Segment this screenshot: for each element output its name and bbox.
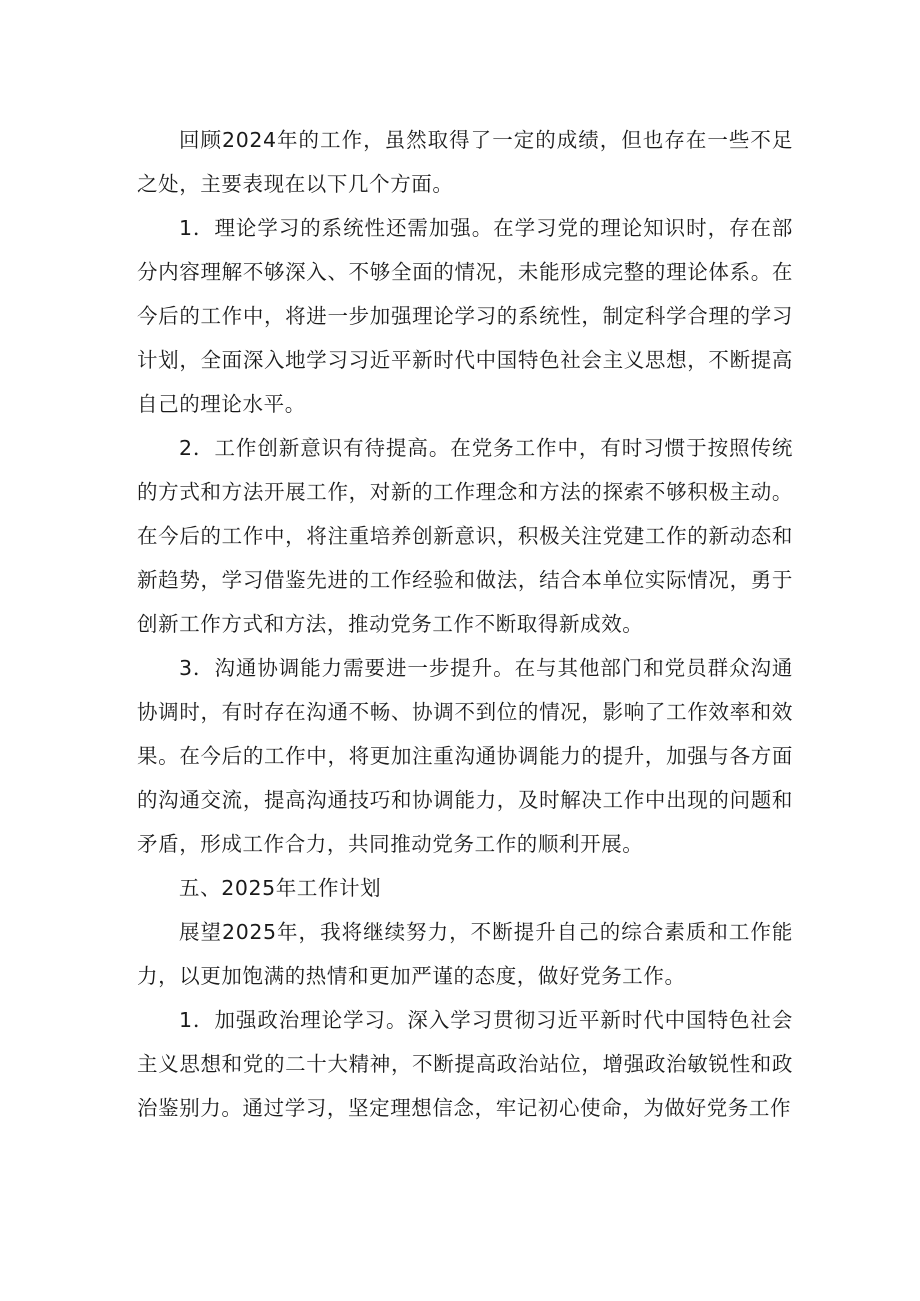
paragraph-theory-study: 1．理论学习的系统性还需加强。在学习党的理论知识时，存在部分内容理解不够深入、不够全面的情况，未能形成完整的理论体系。在今后的工作中，将进一步加强理论学习的系统性，制定科学合理的学习计划，全面深入地学习习近平新时代中国特色社会主义思想，不断提高自己的理论水平。 bbox=[137, 216, 793, 416]
paragraph-innovation: 2．工作创新意识有待提高。在党务工作中，有时习惯于按照传统的方式和方法开展工作，对新的工作理念和方法的探索不够积极主动。在今后的工作中，将注重培养创新意识，积极关注党建工作的新动态和新趋势，学习借鉴先进的工作经验和做法，结合本单位实际情况，勇于创新工作方式和方法，推动党务工作不断取得新成效。 bbox=[137, 436, 793, 636]
paragraph-plan-political-study: 1．加强政治理论学习。深入学习贯彻习近平新时代中国特色社会主义思想和党的二十大精神，不断提高政治站位，增强政治敏锐性和政治鉴别力。通过学习，坚定理想信念，牢记初心使命，为做好党务工作 bbox=[137, 1008, 793, 1120]
paragraph-review-intro: 回顾2024年的工作，虽然取得了一定的成绩，但也存在一些不足之处，主要表现在以下几个方面。 bbox=[137, 128, 793, 196]
document-body bbox=[137, 118, 793, 1130]
paragraph-plan-outlook: 展望2025年，我将继续努力，不断提升自己的综合素质和工作能力，以更加饱满的热情和更加严谨的态度，做好党务工作。 bbox=[137, 920, 793, 988]
paragraph-communication: 3．沟通协调能力需要进一步提升。在与其他部门和党员群众沟通协调时，有时存在沟通不畅、协调不到位的情况，影响了工作效率和效果。在今后的工作中，将更加注重沟通协调能力的提升，加强与各方面的沟通交流，提高沟通技巧和协调能力，及时解决工作中出现的问题和矛盾，形成工作合力，共同推动党务工作的顺利开展。 bbox=[137, 656, 793, 856]
section-heading-work-plan: 五、2025年工作计划 bbox=[179, 876, 382, 900]
